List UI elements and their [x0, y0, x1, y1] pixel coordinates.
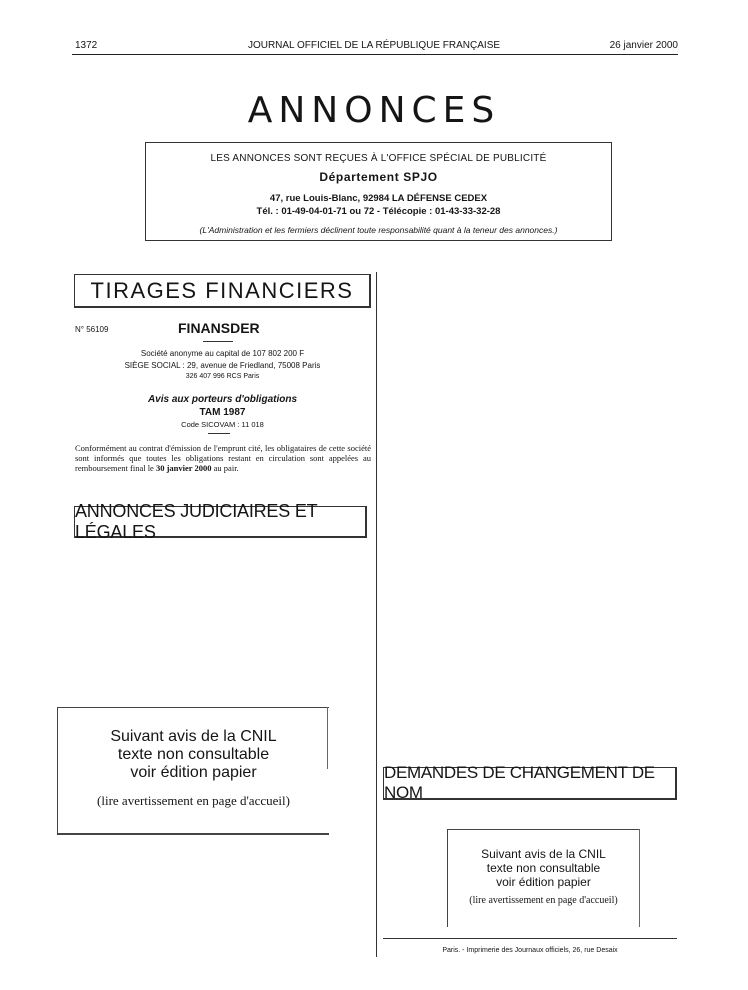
cnil-box-edge — [327, 707, 328, 769]
section-header-demandes: DEMANDES DE CHANGEMENT DE NOM — [383, 767, 677, 800]
notice-code: Code SICOVAM : 11 018 — [181, 420, 264, 429]
cnil-notice-box — [447, 829, 639, 927]
info-line: LES ANNONCES SONT REÇUES À L'OFFICE SPÉCIAL DE PUBLICITÉ — [210, 153, 547, 164]
notice-number: N° 56109 — [75, 325, 109, 334]
cnil-line: voir édition papier — [130, 764, 257, 781]
column-divider — [376, 272, 377, 957]
issue-date: 26 janvier 2000 — [609, 40, 678, 51]
cnil-notice-box — [57, 707, 329, 835]
notice-rcs: 326 407 996 RCS Paris — [185, 373, 260, 380]
section-header-tirages: TIRAGES FINANCIERS — [74, 274, 371, 308]
notice-siege: SIÈGE SOCIAL : 29, avenue de Friedland, 75008 Paris — [124, 361, 321, 370]
notice-body-text: Conformément au contrat d'émission de l'emprunt cité, les obligataires de cette société sont informés que toutes les obligations restant en circulation sont appelées au remboursement final le — [75, 443, 371, 473]
cnil-line: Suivant avis de la CNIL — [110, 728, 277, 745]
header-rule — [72, 54, 678, 55]
notice-body-date: 30 janvier 2000 — [155, 463, 212, 473]
notice-company: FINANSDER — [178, 320, 260, 336]
info-department: Département SPJO — [319, 170, 438, 184]
notice-body-end: au pair. — [211, 463, 239, 473]
publication-info-box — [145, 142, 612, 241]
notice-rule — [208, 433, 230, 434]
info-disclaimer: (L'Administration et les fermiers déclinent toute responsabilité quant à la teneur des annonces.) — [199, 225, 558, 235]
cnil-line: texte non consultable — [117, 746, 270, 763]
info-phone: Tél. : 01-49-04-01-71 ou 72 - Télécopie : 01-43-33-32-28 — [256, 206, 501, 217]
notice-tam: TAM 1987 — [199, 407, 246, 418]
footer-rule — [383, 938, 677, 939]
page-number: 1372 — [75, 40, 98, 51]
page-title: ANNONCES — [247, 90, 501, 131]
cnil-note: (lire avertissement en page d'accueil) — [97, 793, 290, 808]
section-header-annonces-judiciaires: ANNONCES JUDICIAIRES ET LÉGALES — [74, 506, 367, 538]
notice-avis: Avis aux porteurs d'obligations — [147, 394, 298, 405]
printer-footer: Paris. - Imprimerie des Journaux officiels, 26, rue Desaix — [442, 947, 618, 954]
info-address: 47, rue Louis-Blanc, 92984 LA DÉFENSE CEDEX — [269, 193, 488, 204]
notice-body — [75, 443, 371, 473]
cnil-box-edge — [639, 829, 640, 927]
notice-title-rule — [203, 341, 233, 342]
cnil-note: (lire avertissement en page d'accueil) — [469, 895, 618, 906]
notice-capital: Société anonyme au capital de 107 802 200 F — [140, 349, 305, 358]
cnil-line: Suivant avis de la CNIL — [481, 847, 606, 861]
cnil-line: voir édition papier — [496, 875, 591, 889]
journal-title: JOURNAL OFFICIEL DE LA RÉPUBLIQUE FRANÇAISE — [247, 40, 501, 51]
cnil-line: texte non consultable — [486, 861, 601, 875]
